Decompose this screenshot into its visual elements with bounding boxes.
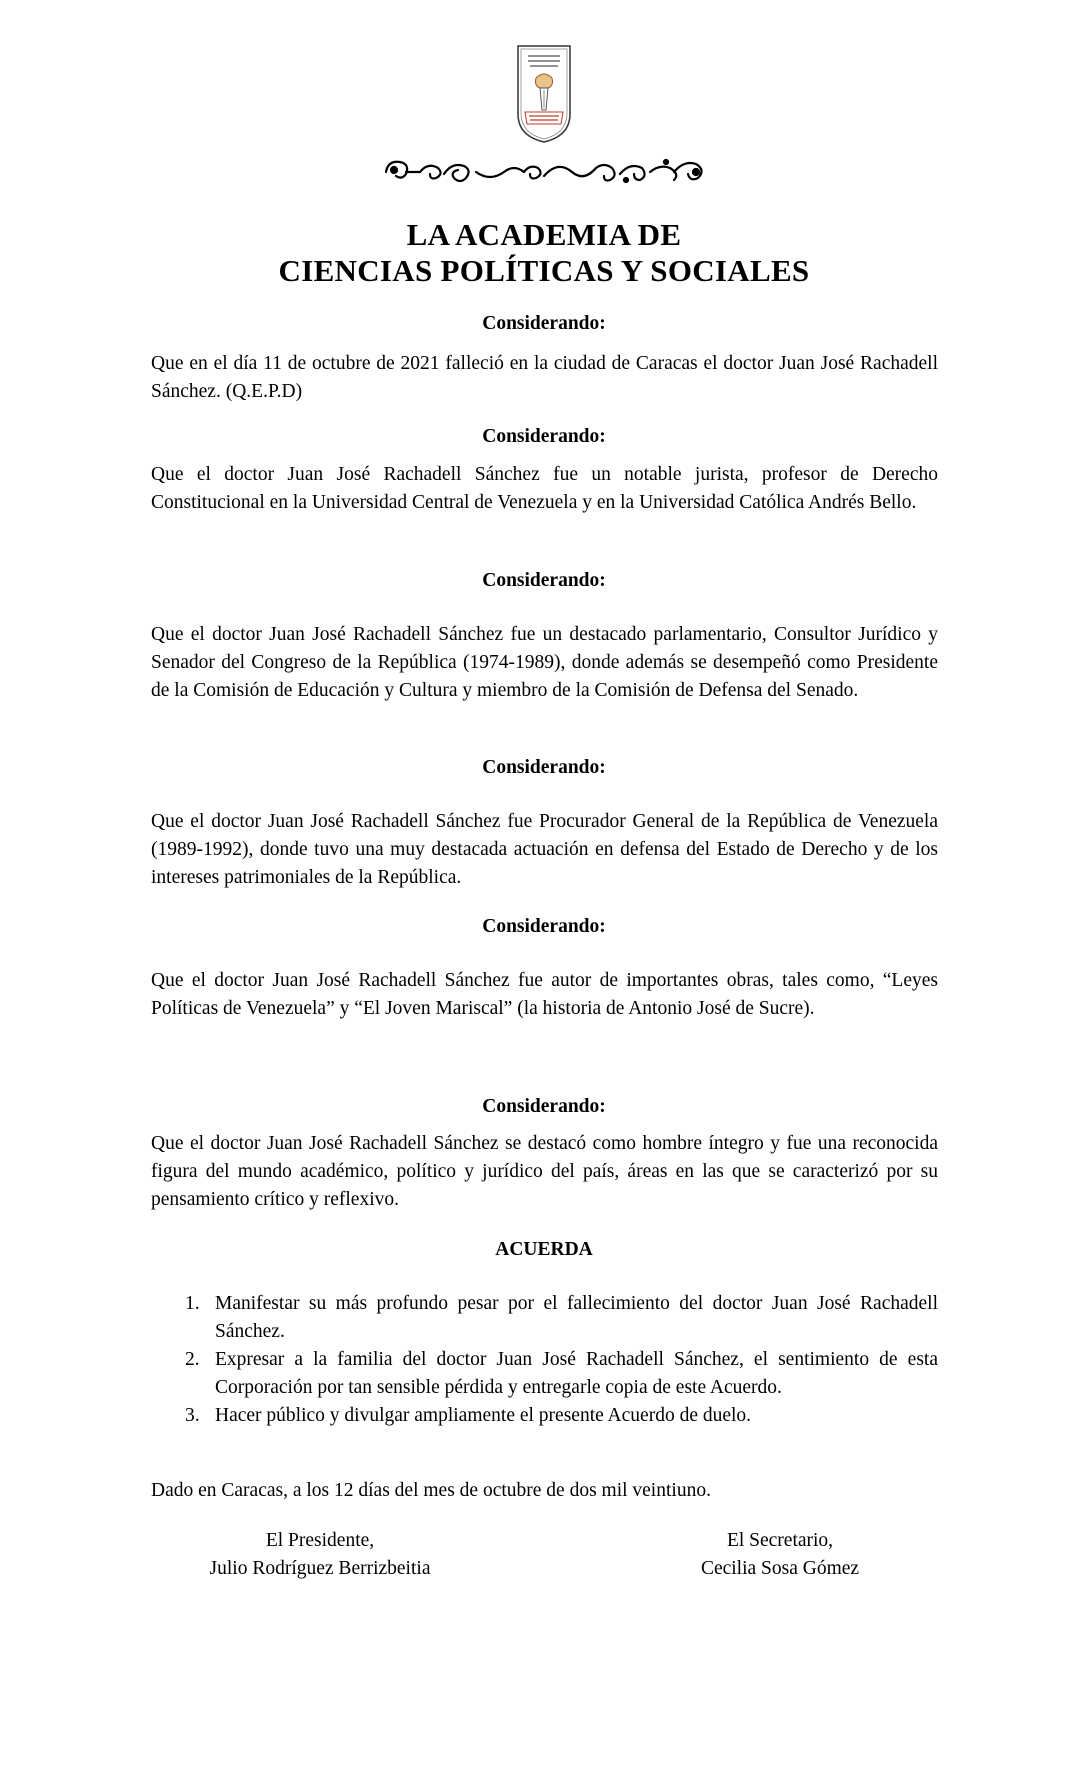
closing-statement: Dado en Caracas, a los 12 días del mes de octubre de dos mil veintiuno. (151, 1480, 711, 1501)
document-title-line-1: LA ACADEMIA DE (406, 217, 682, 252)
acuerda-item-text: Expresar a la familia del doctor Juan José Rachadell Sánchez, el sentimiento de esta Corporación por tan sensible pérdida y entregarle copia de este Acuerdo. (215, 1349, 938, 1398)
considerando-heading: Considerando: (482, 1096, 606, 1117)
acuerda-item (151, 1346, 938, 1402)
acuerda-item (151, 1402, 938, 1430)
considerando-paragraph: Que el doctor Juan José Rachadell Sánchez se destacó como hombre íntegro y fue una reconocida figura del mundo académico, político y jurídico del país, áreas en las que se caracterizó por su pensamiento crítico y reflexivo. (151, 1133, 938, 1210)
signature-name: Cecilia Sosa Gómez (700, 1558, 860, 1579)
considerando-heading: Considerando: (482, 313, 606, 334)
considerando-paragraph: Que el doctor Juan José Rachadell Sánchez fue un notable jurista, profesor de Derecho Constitucional en la Universidad Central de Venezuela y en la Universidad Católica Andrés Bello. (151, 464, 938, 513)
acuerda-item (151, 1290, 938, 1346)
acuerda-item-number: 2. (185, 1349, 200, 1370)
document-title-line-2: CIENCIAS POLÍTICAS Y SOCIALES (278, 253, 810, 288)
considerando-heading: Considerando: (482, 757, 606, 778)
acuerda-item-text: Hacer público y divulgar ampliamente el presente Acuerdo de duelo. (215, 1405, 752, 1426)
considerando-paragraph: Que el doctor Juan José Rachadell Sánchez fue autor de importantes obras, tales como, “Leyes Políticas de Venezuela” y “El Joven Mariscal” (la historia de Antonio José de Sucre). (151, 970, 938, 1019)
signature-secretary (670, 1527, 890, 1583)
considerando-heading: Considerando: (482, 426, 606, 447)
signature-name: Julio Rodríguez Berrizbeitia (209, 1558, 431, 1579)
considerando-paragraph: Que en el día 11 de octubre de 2021 falleció en la ciudad de Caracas el doctor Juan José Rachadell Sánchez. (Q.E.P.D) (151, 353, 938, 402)
signature-role: El Presidente, (265, 1530, 375, 1551)
scroll-ornament-icon (380, 150, 710, 192)
academy-seal-icon (514, 44, 574, 144)
acuerda-item-number: 3. (185, 1405, 200, 1426)
considerando-paragraph: Que el doctor Juan José Rachadell Sánchez fue Procurador General de la República de Venezuela (1989-1992), donde tuvo una muy destacada actuación en defensa del Estado de Derecho y de los intereses patrimoniales de la República. (151, 811, 938, 888)
considerando-heading: Considerando: (482, 570, 606, 591)
signature-role: El Secretario, (726, 1530, 834, 1551)
considerando-heading: Considerando: (482, 916, 606, 937)
acuerda-item-text: Manifestar su más profundo pesar por el fallecimiento del doctor Juan José Rachadell Sánchez. (215, 1293, 938, 1342)
considerando-paragraph: Que el doctor Juan José Rachadell Sánchez fue un destacado parlamentario, Consultor Jurídico y Senador del Congreso de la República (1974-1989), donde además se desempeñó como Presidente de la Comisión de Educación y Cultura y miembro de la Comisión de Defensa del Senado. (151, 624, 938, 701)
acuerda-heading: ACUERDA (495, 1239, 593, 1260)
signature-president (180, 1527, 460, 1583)
acuerda-list (151, 1290, 938, 1430)
acuerda-item-number: 1. (185, 1293, 200, 1314)
